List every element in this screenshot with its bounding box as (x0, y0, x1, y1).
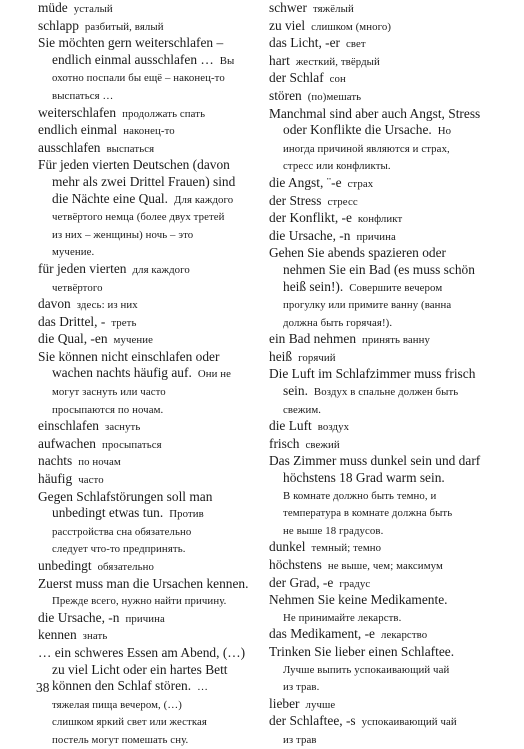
entry-line (269, 661, 487, 679)
german-term: aufwachen (38, 435, 96, 451)
german-text: wachen nachts häufig auf. (52, 365, 192, 381)
russian-translation: стресс или конфликты. (283, 160, 391, 173)
russian-translation: успокаивающий чай (361, 716, 457, 729)
entry-line (38, 383, 260, 401)
russian-translation: мучение. (52, 246, 95, 259)
german-text: Die Luft im Schlafzimmer muss frisch (269, 366, 476, 382)
russian-translation: заснуть (104, 421, 141, 434)
entry-line (269, 262, 487, 279)
russian-translation: прогулку или примите ванну (ванна (283, 299, 452, 312)
german-term: heiß (269, 348, 293, 364)
entry-line (38, 243, 260, 261)
entry-line (269, 609, 487, 627)
glossary-entry (269, 331, 487, 349)
russian-translation: В комнате должно быть темно, и (283, 489, 437, 502)
russian-translation: темный; темно (311, 542, 382, 555)
russian-translation: из трав (283, 733, 317, 746)
russian-translation: Но (437, 125, 452, 138)
russian-translation: постель могут помешать сну. (52, 733, 189, 746)
german-term: der Schlaf (269, 70, 324, 86)
entry-line (38, 261, 260, 279)
entry-line (269, 453, 487, 470)
glossary-entry (269, 557, 487, 575)
german-text: … ein schweres Essen am Abend, (…) (38, 644, 246, 660)
german-term: die Qual, -en (38, 331, 108, 347)
russian-translation: не выше 18 градусов. (283, 524, 384, 537)
german-term: müde (38, 0, 68, 15)
glossary-entry (38, 471, 260, 489)
russian-translation: горячий (298, 351, 336, 364)
german-text: unbedingt etwas tun. (52, 505, 164, 521)
glossary-entry (269, 35, 487, 53)
glossary-entry (269, 228, 487, 246)
german-term: einschlafen (38, 418, 99, 434)
russian-translation: (по)мешать (307, 90, 362, 103)
glossary-entry (38, 576, 260, 610)
german-term: unbedingt (38, 558, 92, 573)
german-term: der Grad, -e (269, 574, 334, 590)
russian-translation: конфликт (357, 213, 403, 226)
russian-translation: иногда причиной являются и страх, (283, 142, 450, 155)
german-term: das Medikament, -e (269, 626, 375, 642)
entry-line (269, 713, 487, 731)
glossary-entry (269, 175, 487, 193)
entry-line (269, 383, 487, 401)
entry-line (38, 713, 260, 731)
russian-translation: расстройства сна обязательно (52, 525, 192, 538)
entry-line (38, 87, 260, 105)
german-term: weiterschlafen (38, 104, 117, 120)
russian-translation: температура в комнате должна быть (283, 507, 453, 520)
glossary-entry (38, 314, 260, 332)
russian-translation: наконец-то (123, 125, 175, 138)
russian-translation: здесь: из них (76, 299, 138, 312)
russian-translation: треть (111, 316, 137, 329)
glossary-entry (38, 627, 260, 645)
glossary-entry (269, 210, 487, 228)
russian-translation: знать (82, 630, 108, 643)
entry-line (38, 576, 260, 593)
entry-line (269, 314, 487, 332)
german-text: Sie können nicht einschlafen oder (38, 348, 220, 364)
entry-line (38, 696, 260, 714)
russian-translation: просыпаться (102, 438, 162, 451)
german-text: der Schlaftee, -s (269, 713, 356, 729)
glossary-entry (269, 245, 487, 331)
entry-line (269, 157, 487, 175)
russian-translation: тяжёлый (312, 3, 354, 15)
german-text: Gegen Schlafstörungen soll man (38, 488, 213, 504)
russian-translation: часто (78, 474, 104, 487)
entry-line (38, 540, 260, 558)
german-term: schlapp (38, 17, 79, 33)
glossary-entry (269, 539, 487, 557)
russian-translation: Не принимайте лекарств. (283, 611, 402, 624)
right-column (269, 0, 487, 749)
german-term: davon (38, 296, 71, 312)
entry-line (38, 505, 260, 523)
glossary-entry (38, 296, 260, 314)
glossary-entry (269, 592, 487, 626)
german-term: die Angst, ¨-e (269, 174, 342, 190)
german-term: hart (269, 52, 290, 68)
entry-line (38, 645, 260, 662)
german-term: nachts (38, 453, 73, 469)
german-term: stören (269, 87, 302, 103)
german-text: nehmen Sie ein Bad (es muss schön (283, 261, 475, 277)
russian-translation: стресс (327, 195, 358, 208)
german-text: oder Konflikte die Ursache. (283, 122, 432, 138)
glossary-entry (269, 418, 487, 436)
russian-translation: Лучше выпить успокаивающий чай (283, 663, 450, 676)
russian-translation: выспаться (106, 142, 155, 155)
russian-translation: свежим. (283, 403, 322, 416)
russian-translation: страх (347, 177, 374, 190)
german-text: höchstens 18 Grad warm sein. (283, 470, 445, 486)
russian-translation: воздух (317, 421, 350, 434)
glossary-entry (269, 18, 487, 36)
glossary-entry (269, 453, 487, 539)
entry-line (269, 678, 487, 696)
entry-line (269, 401, 487, 419)
entry-line (38, 523, 260, 541)
russian-translation: Для каждого (174, 193, 234, 206)
russian-translation: могут заснуть или часто (52, 386, 166, 399)
russian-translation: … (197, 681, 208, 694)
german-term: das Licht, -er (269, 35, 341, 51)
german-term: kennen (38, 627, 77, 643)
entry-line (269, 122, 487, 140)
russian-translation: Они не (197, 368, 232, 381)
glossary-entry (269, 575, 487, 593)
entry-line (269, 366, 487, 383)
entry-line (269, 279, 487, 297)
german-text: können den Schlaf stören. (52, 678, 192, 694)
glossary-entry (38, 558, 260, 576)
glossary-entry (269, 626, 487, 644)
glossary-entry (38, 105, 260, 123)
german-text: die Nächte eine Qual. (52, 190, 168, 206)
russian-translation: обязательно (97, 561, 155, 573)
german-text: Sie möchten gern weiterschlafen – (38, 35, 224, 51)
russian-translation: жесткий, твёрдый (295, 55, 380, 68)
russian-translation: Воздух в спальне должен быть (313, 386, 459, 399)
russian-translation: четвёртого (52, 281, 103, 294)
german-text: Manchmal sind aber auch Angst, Stress (269, 105, 481, 121)
german-term: der Stress (269, 192, 322, 208)
german-text: für jeden vierten (38, 260, 127, 276)
russian-translation: должна быть горячая!). (283, 316, 393, 329)
glossary-entry (269, 436, 487, 454)
german-term: zu viel (269, 17, 306, 33)
russian-translation: Совершите вечером (349, 281, 443, 294)
russian-translation: лекарство (380, 629, 428, 642)
russian-translation: причина (356, 230, 396, 243)
entry-line (269, 504, 487, 522)
glossary-entry (269, 53, 487, 71)
german-term: die Luft (269, 418, 312, 434)
glossary-entry (38, 349, 260, 418)
glossary-entry (269, 366, 487, 418)
german-term: höchstens (269, 557, 322, 572)
glossary-entry (38, 35, 260, 104)
german-term: dunkel (269, 539, 306, 555)
glossary-entry (269, 88, 487, 106)
russian-translation: Против (169, 508, 204, 521)
entry-line (38, 662, 260, 679)
entry-line (38, 489, 260, 506)
german-term: der Konflikt, -e (269, 210, 352, 226)
russian-translation: сон (329, 73, 346, 86)
entry-line (38, 401, 260, 419)
glossary-entry (38, 436, 260, 454)
german-text: sein. (283, 383, 308, 399)
glossary-entry (38, 157, 260, 261)
glossary-entry (269, 70, 487, 88)
entry-line (38, 35, 260, 52)
glossary-entry (38, 140, 260, 158)
russian-translation: не выше, чем; максимум (327, 560, 443, 572)
german-text: heiß sein!). (283, 278, 344, 294)
glossary-entry (269, 193, 487, 211)
entry-line (38, 226, 260, 244)
russian-translation: Прежде всего, нужно найти причину. (52, 595, 227, 608)
glossary-entry (38, 453, 260, 471)
german-term: die Ursache, -n (38, 609, 120, 625)
german-term: häufig (38, 471, 73, 487)
entry-line (38, 279, 260, 297)
russian-translation: мучение (113, 334, 154, 347)
entry-line (269, 296, 487, 314)
glossary-entry (38, 122, 260, 140)
glossary-entry (269, 0, 487, 18)
glossary-entry (38, 18, 260, 36)
german-term: lieber (269, 695, 300, 711)
german-text: Nehmen Sie keine Medikamente. (269, 592, 448, 608)
glossary-entry (269, 644, 487, 696)
entry-line (269, 592, 487, 609)
entry-line (38, 52, 260, 70)
glossary-entry (38, 331, 260, 349)
russian-translation: охотно поспали бы ещё – наконец-то (52, 72, 225, 85)
glossary-entry (38, 489, 260, 558)
russian-translation: просыпаются по ночам. (52, 403, 164, 416)
german-text: Das Zimmer muss dunkel sein und darf (269, 453, 481, 469)
russian-translation: слишком яркий свет или жесткая (52, 716, 207, 729)
russian-translation: разбитый, вялый (84, 20, 164, 33)
glossary-entry (38, 0, 260, 18)
page-number: 38 (36, 680, 50, 695)
german-text: zu viel Licht oder ein hartes Bett (52, 661, 228, 677)
russian-translation: усталый (73, 3, 113, 15)
russian-translation: из трав. (283, 681, 320, 694)
russian-translation: из них – женщины) ночь – это (52, 228, 194, 241)
russian-translation: продолжать спать (122, 107, 206, 120)
glossary-entry (38, 261, 260, 296)
glossary-entry (269, 106, 487, 175)
russian-translation: слишком (много) (311, 20, 392, 33)
german-term: ein Bad nehmen (269, 331, 357, 347)
entry-line (38, 208, 260, 226)
german-text: Trinken Sie lieber einen Schlaftee. (269, 643, 455, 659)
entry-line (269, 106, 487, 123)
russian-translation: следует что-то предпринять. (52, 543, 186, 556)
russian-translation: свежий (305, 438, 340, 451)
entry-line (38, 191, 260, 209)
german-term: schwer (269, 0, 307, 15)
russian-translation: принять ванну (362, 334, 431, 347)
entry-line (269, 522, 487, 540)
glossary-entry (38, 418, 260, 436)
russian-translation: лучше (305, 698, 336, 711)
glossary-entry (38, 645, 260, 749)
entry-line (269, 731, 487, 749)
russian-translation: причина (125, 612, 165, 625)
entry-line (38, 69, 260, 87)
german-term: die Ursache, -n (269, 227, 351, 243)
german-text: Gehen Sie abends spazieren oder (269, 245, 446, 261)
russian-translation: четвёртого немца (более двух третей (52, 211, 225, 224)
entry-line (38, 592, 260, 610)
russian-translation: выспаться … (52, 89, 114, 102)
entry-line (38, 157, 260, 174)
glossary-entry (38, 610, 260, 628)
german-text: endlich einmal ausschlafen … (52, 51, 214, 67)
entry-line (38, 365, 260, 383)
entry-line (269, 140, 487, 158)
german-term: das Drittel, - (38, 313, 106, 329)
russian-translation: тяжелая пища вечером, (…) (52, 698, 182, 711)
russian-translation: свет (346, 38, 366, 51)
russian-translation: Вы (219, 54, 235, 67)
glossary-entry (269, 696, 487, 714)
german-text: Zuerst muss man die Ursachen kennen. (38, 575, 249, 591)
entry-line (38, 678, 260, 696)
entry-line (38, 349, 260, 366)
german-text: Für jeden vierten Deutschen (davon (38, 157, 230, 173)
glossary-entry (269, 713, 487, 748)
entry-line (38, 174, 260, 191)
german-term: frisch (269, 435, 300, 451)
entry-line (269, 644, 487, 661)
german-term: endlich einmal (38, 122, 118, 138)
glossary-entry (269, 349, 487, 367)
russian-translation: для каждого (132, 263, 190, 276)
entry-line (38, 731, 260, 749)
entry-line (269, 487, 487, 505)
russian-translation: по ночам (78, 456, 121, 469)
entry-line (269, 470, 487, 487)
left-column (38, 0, 260, 749)
entry-line (269, 245, 487, 262)
german-term: ausschlafen (38, 139, 101, 155)
russian-translation: градус (339, 577, 371, 590)
german-text: mehr als zwei Drittel Frauen) sind (52, 173, 236, 189)
